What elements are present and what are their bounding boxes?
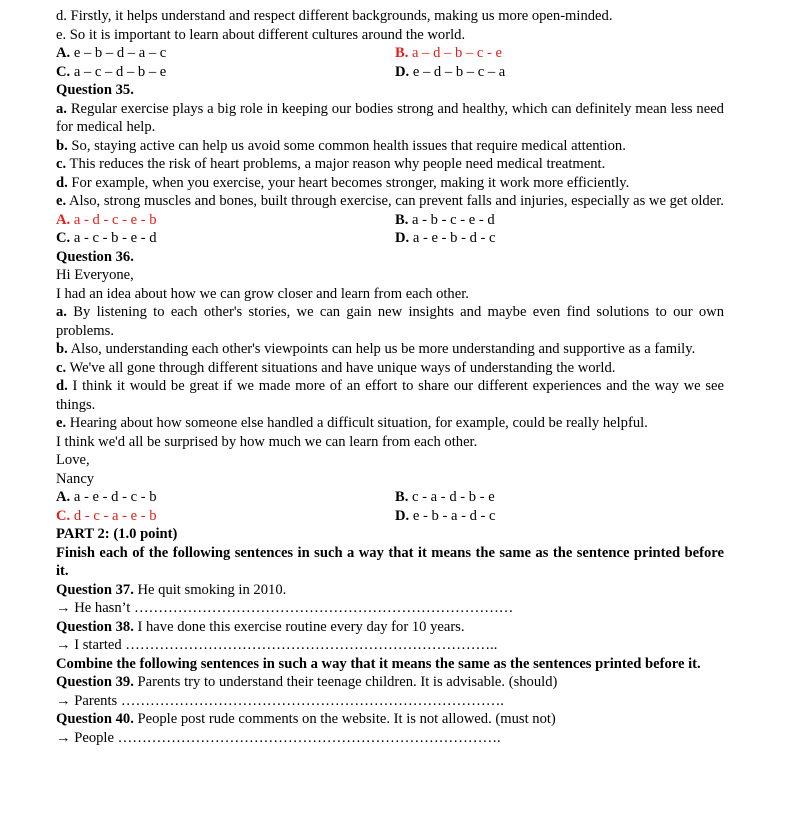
q34-option-a: A. e – b – d – a – c	[56, 45, 167, 61]
q34-options-row-1	[56, 44, 724, 63]
q35-option-d: D. a - e - b - d - c	[395, 230, 496, 246]
question-39-answer-line: → Parents …………………………………………………………………….	[56, 692, 504, 709]
question-40: Question 40. People post rude comments on the website. It is not allowed. (must not)	[56, 711, 556, 727]
question-38-answer-line: → I started …………………………………………………………………..	[56, 637, 498, 653]
q34-option-b: B. a – d – b – c - e	[395, 45, 503, 61]
q35-option-b: B. a - b - c - e - d	[395, 211, 495, 228]
q34-sentence-d: d. Firstly, it helps understand and respect different backgrounds, making us more open-minded.	[56, 8, 613, 24]
q36-option-b: B. c - a - d - b - e	[395, 489, 495, 505]
part2-instruction-1: Finish each of the following sentences in such a way that it means the same as the sentence printed before it.	[56, 544, 724, 579]
question-39: Question 39. Parents try to understand their teenage children. It is advisable. (should)	[56, 674, 558, 690]
q36-sentence-d: d. I think it would be great if we made more of an effort to share our different experiences and the way we see things.	[56, 378, 725, 413]
q36-title: Question 36.	[56, 248, 134, 265]
q36-sentence-b: b. Also, understanding each other's viewpoints can help us be more understanding and supportive as a family.	[56, 341, 696, 357]
q35-option-c: C. a - c - b - e - d	[56, 230, 157, 246]
q36-options-row-2	[56, 507, 724, 526]
question-37: Question 37. He quit smoking in 2010.	[56, 581, 287, 598]
q36-sentence-e: e. Hearing about how someone else handled a difficult situation, for example, could be really helpful.	[56, 415, 648, 431]
q35-sentence-b: b. So, staying active can help us avoid some common health issues that require medical attention.	[56, 137, 626, 154]
q35-options-row-1	[56, 211, 724, 230]
q36-intro: I had an idea about how we can grow closer and learn from each other.	[56, 285, 469, 302]
part2-instruction-2: Combine the following sentences in such a way that it means the same as the sentences printed before it.	[56, 655, 701, 672]
q35-sentence-e: e. Also, strong muscles and bones, built through exercise, can prevent falls and injuries, especially as we get older.	[56, 193, 724, 209]
q36-option-a: A. a - e - d - c - b	[56, 489, 157, 505]
question-37-answer-line: → He hasn’t ……………………………………………………………………	[56, 600, 514, 616]
question-40-answer-line: → People …………………………………………………………………….	[56, 729, 501, 746]
q36-option-d: D. e - b - a - d - c	[395, 507, 496, 524]
q36-signoff: Love,	[56, 452, 90, 468]
q36-greeting: Hi Everyone,	[56, 267, 134, 283]
q36-options-row-1	[56, 488, 724, 507]
q35-sentence-d: d. For example, when you exercise, your heart becomes stronger, making it work more efficiently.	[56, 174, 630, 191]
q36-sentence-a: a. By listening to each other's stories, we can gain new insights and maybe even find solutions to our own problems.	[56, 304, 724, 339]
q34-options-row-2	[56, 63, 724, 82]
q35-title: Question 35.	[56, 82, 134, 98]
q35-option-a: A. a - d - c - e - b	[56, 211, 157, 228]
q34-sentence-e: e. So it is important to learn about different cultures around the world.	[56, 26, 466, 43]
part2-heading: PART 2: (1.0 point)	[56, 526, 178, 542]
worksheet-page	[56, 7, 724, 747]
q34-option-c: C. a – c – d – b – e	[56, 63, 167, 80]
q36-option-c: C. d - c - a - e - b	[56, 507, 157, 524]
q35-sentence-c: c. This reduces the risk of heart problems, a major reason why people need medical treatment.	[56, 156, 606, 172]
q34-option-d: D. e – d – b – c – a	[395, 63, 506, 80]
q36-name: Nancy	[56, 470, 95, 487]
q35-sentence-a: a. Regular exercise plays a big role in keeping our bodies strong and healthy, which can definitely mean less need for medical help.	[56, 100, 724, 135]
question-38: Question 38. I have done this exercise routine every day for 10 years.	[56, 618, 465, 635]
q35-options-row-2	[56, 229, 724, 248]
q36-sentence-c: c. We've all gone through different situations and have unique ways of understanding the world.	[56, 359, 616, 376]
q36-closing: I think we'd all be surprised by how much we can learn from each other.	[56, 433, 478, 450]
